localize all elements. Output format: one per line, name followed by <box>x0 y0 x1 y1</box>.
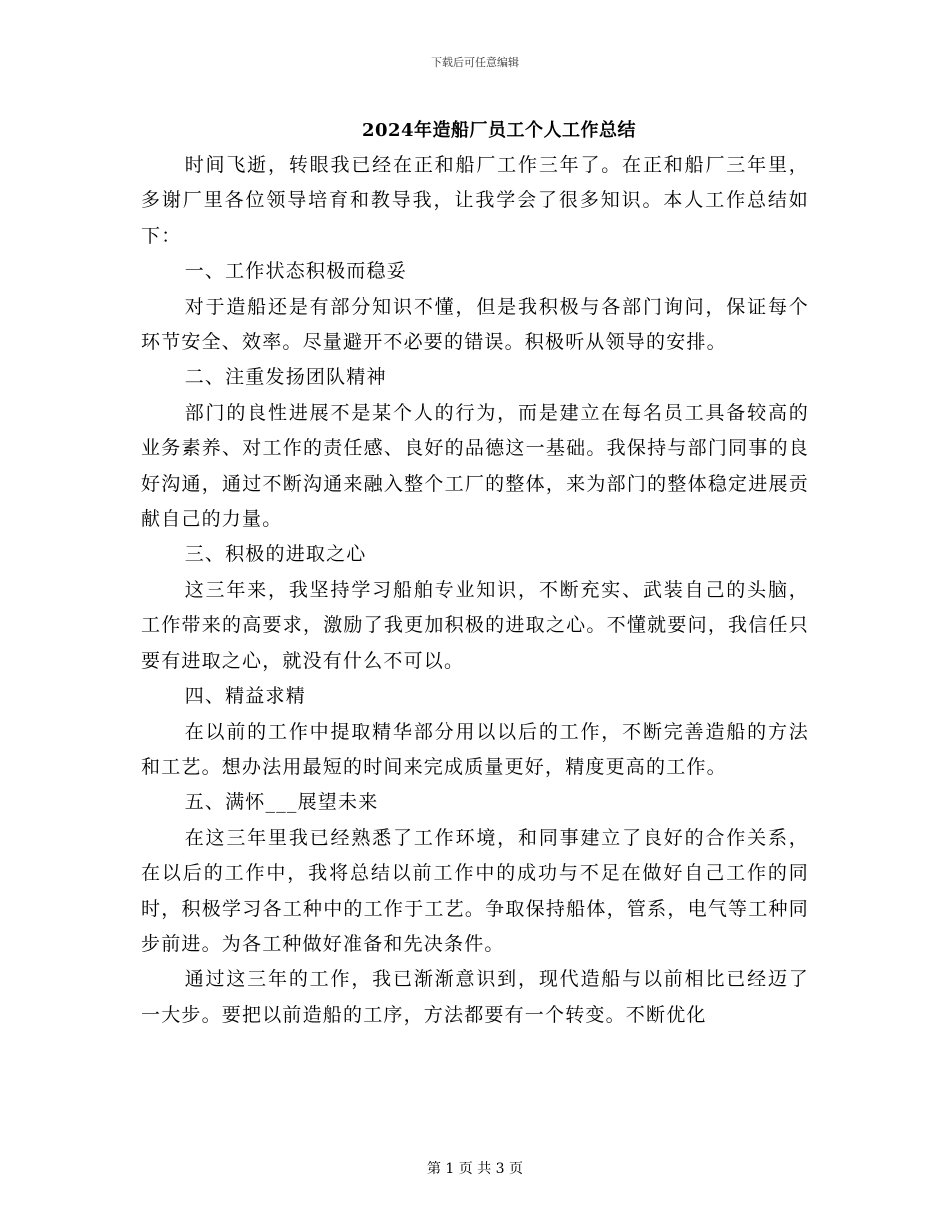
section-heading-4: 四、精益求精 <box>184 685 306 708</box>
paragraph-section-3: 这三年来，我坚持学习船舶专业知识，不断充实、武装自己的头脑，工作带来的高要求，激励了我更加积极的进取之心。不懂就要问，我信任只要有进取之心，就没有什么不可以。 <box>141 578 809 672</box>
header-note: 下载后可任意编辑 <box>431 56 519 69</box>
section-heading-2: 二、注重发扬团队精神 <box>184 366 387 389</box>
paragraph-closing: 通过这三年的工作，我已渐渐意识到，现代造船与以前相比已经迈了一大步。要把以前造船的工序，方法都要有一个转变。不断优化 <box>141 968 809 1026</box>
paragraph-section-1: 对于造船还是有部分知识不懂，但是我积极与各部门询问，保证每个环节安全、效率。尽量避开不必要的错误。积极听从领导的安排。 <box>141 295 809 354</box>
page-number: 第 1 页 共 3 页 <box>426 1161 524 1177</box>
paragraph-intro: 时间飞逝，转眼我已经在正和船厂工作三年了。在正和船厂三年里，多谢厂里各位领导培育和教导我，让我学会了很多知识。本人工作总结如下： <box>141 154 809 247</box>
document-body <box>141 148 809 1033</box>
paragraph-section-2: 部门的良性进展不是某个人的行为，而是建立在每名员工具备较高的业务素养、对工作的责任感、良好的品德这一基础。我保持与部门同事的良好沟通，通过不断沟通来融入整个工厂的整体，来为部门的整体稳定进展贡献自己的力量。 <box>141 401 809 531</box>
paragraph-section-4: 在以前的工作中提取精华部分用以以后的工作，不断完善造船的方法和工艺。想办法用最短的时间来完成质量更好，精度更高的工作。 <box>141 720 809 778</box>
section-heading-5: 五、满怀___展望未来 <box>184 791 379 814</box>
paragraph-section-5: 在这三年里我已经熟悉了工作环境，和同事建立了良好的合作关系，在以后的工作中，我将总结以前工作中的成功与不足在做好自己工作的同时，积极学习各工种中的工作于工艺。争取保持船体，管系，电气等工种同步前进。为各工种做好准备和先决条件。 <box>141 826 809 955</box>
document-title: 2024年造船厂员工个人工作总结 <box>361 120 637 141</box>
section-heading-1: 一、工作状态积极而稳妥 <box>184 260 407 283</box>
section-heading-3: 三、积极的进取之心 <box>184 543 367 566</box>
